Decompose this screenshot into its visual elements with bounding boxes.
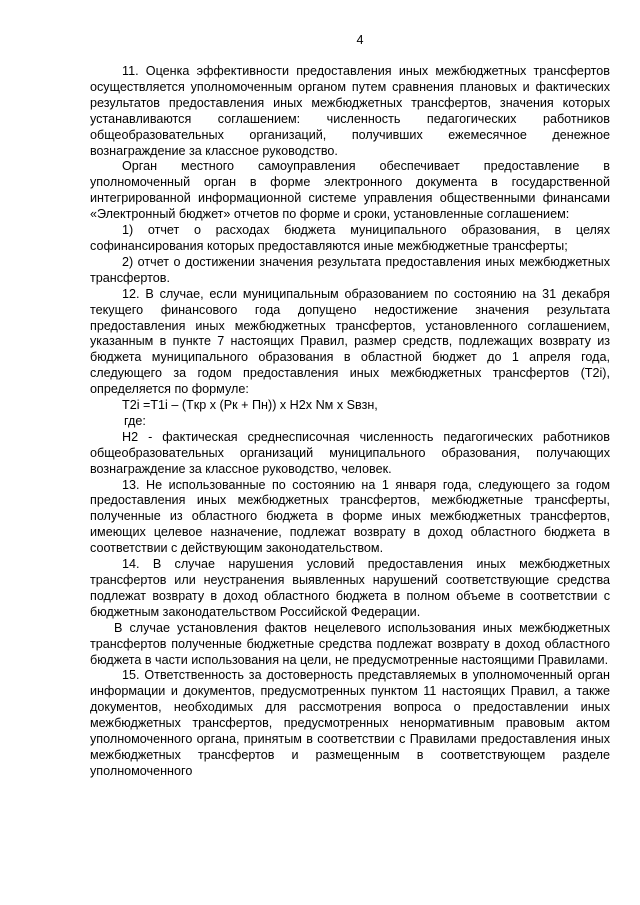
- paragraph-13: 13. Не использованные по состоянию на 1 января года, следующего за годом предоставления иных межбюджетных трансфертов, межбюджетные трансферты, полученные из областного бюджета в форме иных межбюджетных трансфертов, имеющих целевое назначение, подлежат возврату в доход областного бюджета в соответствии с действующим законодательством.: [90, 477, 610, 556]
- paragraph-misuse: В случае установления фактов нецелевого использования иных межбюджетных трансфертов полученные бюджетные средства подлежат возврату в доход областного бюджета в части использования на цели, не предусмотренные настоящими Правилами.: [90, 620, 610, 667]
- list-item-report-2: 2) отчет о достижении значения результата предоставления иных межбюджетных трансфертов.: [90, 254, 610, 285]
- list-item-report-1: 1) отчет о расходах бюджета муниципального образования, в целях софинансирования которых предоставляются иные межбюджетные трансферты;: [90, 223, 610, 253]
- paragraph-14: 14. В случае нарушения условий предоставления иных межбюджетных трансфертов или неустранения выявленных нарушений соответствующие средства подлежат возврату в доход областного бюджета в полном объеме в соответствии с бюджетным законодательством Российской Федерации.: [90, 557, 610, 619]
- formula: T2i =T1i – (Tкр x (Pк + Пн)) x H2x Nм x Sвзн,: [122, 398, 378, 413]
- document-body: [90, 64, 610, 780]
- page-number: 4: [356, 33, 364, 47]
- paragraph-11: 11. Оценка эффективности предоставления иных межбюджетных трансфертов осуществляется уполномоченным органом путем сравнения плановых и фактических результатов предоставления иных межбюджетных трансфертов, значения которых устанавливаются соглашением: численность педагогических работников общеобразовательных организаций, получивших ежемесячное денежное вознаграждение за классное руководство.: [90, 64, 610, 158]
- paragraph-12: 12. В случае, если муниципальным образованием по состоянию на 31 декабря текущего финансового года допущено недостижение значения результата предоставления иных межбюджетных трансфертов, установленного соглашением, указанным в пункте 7 настоящих Правил, размер средств, подлежащих возврату из бюджета муниципального образования в областной бюджет до 1 апреля года, следующего за годом предоставления иных межбюджетных трансфертов (T2i), определяется по формуле:: [90, 286, 610, 397]
- paragraph-reporting: Орган местного самоуправления обеспечивает предоставление в уполномоченный орган в форме электронного документа в государственной интегрированной информационной системе управления общественными финансами «Электронный бюджет» отчетов по форме и сроки, установленные соглашением:: [90, 159, 610, 222]
- formula-where: где:: [124, 413, 146, 428]
- paragraph-15: 15. Ответственность за достоверность представляемых в уполномоченный орган информации и документов, предусмотренных пунктом 11 настоящих Правил, а также документов, необходимых для рассмотрения вопроса о предоставлении иных межбюджетных трансфертов, предусмотренных ненормативным правовым актом уполномоченного органа, принятым в соответствии с Правилами предоставления иных межбюджетных трансфертов и размещенным в соответствующем разделе уполномоченного: [90, 668, 610, 778]
- formula-definition: H2 - фактическая среднесписочная численность педагогических работников общеобразовательных организаций муниципального образования, получающих вознаграждение за классное руководство, человек.: [90, 429, 610, 476]
